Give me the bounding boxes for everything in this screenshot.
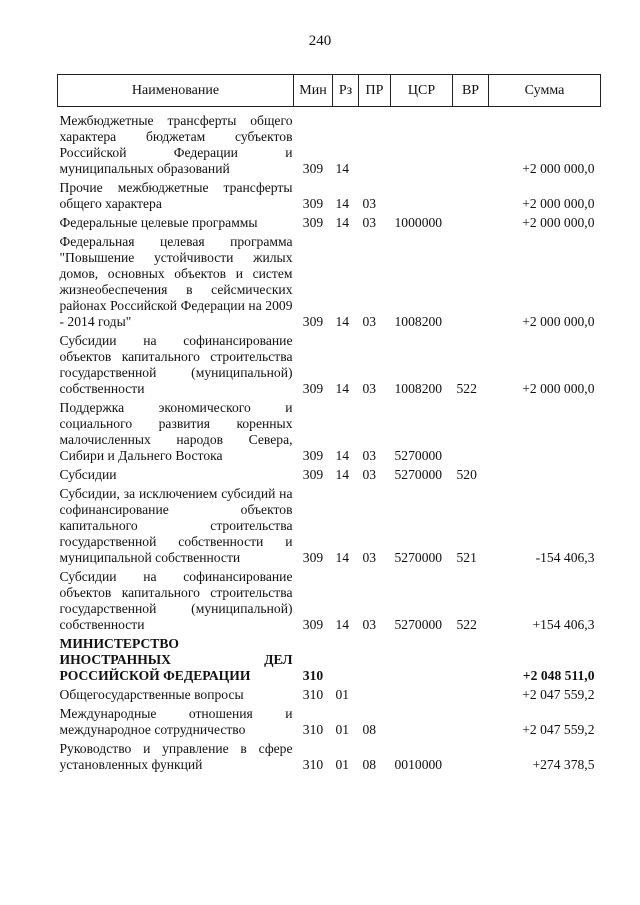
cell-name: Федеральная целевая программа "Повышение устойчивости жилых домов, основных объектов и систем жизнеобеспечения в сейсмических районах Российской Федерации на 2009 - 2014 годы": [59, 234, 293, 329]
cell-name: Межбюджетные трансферты общего характера бюджетам субъектов Российской Федерации и муниципальных образований: [59, 113, 293, 176]
header-rz: Рз: [333, 75, 359, 107]
table-row: [58, 107, 601, 181]
table-row: [58, 636, 601, 687]
cell-name: Международные отношения и международное сотрудничество: [59, 706, 293, 737]
cell-pr: 03: [362, 314, 377, 329]
cell-csr: 5270000: [394, 467, 443, 482]
cell-pr: 03: [362, 617, 377, 632]
cell-min: 309: [302, 617, 324, 632]
cell-pr: 03: [362, 381, 377, 396]
table-row: [58, 569, 601, 636]
table-header: [58, 75, 601, 107]
cell-csr: [391, 180, 453, 215]
cell-pr: 08: [362, 722, 377, 737]
cell-min: 310: [302, 757, 324, 772]
cell-rz: 01: [335, 722, 350, 737]
cell-rz: 14: [335, 314, 350, 329]
cell-vr: 521: [456, 550, 477, 565]
table-row: [58, 180, 601, 215]
cell-name: Прочие межбюджетные трансферты общего характера: [59, 180, 293, 211]
cell-sum: +2 047 559,2: [522, 687, 595, 702]
cell-min: 309: [302, 215, 324, 230]
cell-min: 309: [302, 196, 324, 211]
cell-vr: [453, 107, 489, 181]
cell-csr: 5270000: [394, 617, 443, 632]
table-body: [58, 107, 601, 777]
cell-name: Субсидии: [59, 467, 117, 482]
cell-sum: +2 048 511,0: [522, 668, 595, 683]
cell-sum: +2 000 000,0: [522, 381, 595, 396]
cell-vr: [453, 215, 489, 234]
cell-min: 309: [302, 550, 324, 565]
cell-csr: [391, 636, 453, 687]
table-row: [58, 400, 601, 467]
cell-pr: [359, 636, 391, 687]
cell-sum: +2 000 000,0: [522, 314, 595, 329]
cell-name: Руководство и управление в сфере установленных функций: [59, 741, 293, 772]
table-row: [58, 706, 601, 741]
budget-table: [57, 74, 601, 776]
table-row: [58, 741, 601, 776]
cell-csr: 1008200: [394, 381, 443, 396]
cell-name: Общегосударственные вопросы: [59, 687, 244, 702]
cell-vr: [453, 400, 489, 467]
table-row: [58, 467, 601, 486]
cell-pr: 08: [362, 757, 377, 772]
cell-csr: 0010000: [394, 757, 443, 772]
cell-vr: [453, 636, 489, 687]
cell-rz: 14: [335, 215, 350, 230]
cell-name: Субсидии на софинансирование объектов капитального строительства государственной (муниципальной) собственности: [59, 569, 293, 632]
cell-rz: 01: [335, 757, 350, 772]
cell-rz: [333, 636, 359, 687]
cell-csr: [391, 706, 453, 741]
cell-pr: 03: [362, 467, 377, 482]
cell-pr: 03: [362, 196, 377, 211]
cell-rz: 14: [335, 448, 350, 463]
cell-csr: [391, 107, 453, 181]
header-sum: Сумма: [489, 75, 601, 107]
cell-sum: [489, 400, 601, 467]
cell-rz: 01: [335, 687, 350, 702]
cell-csr: 5270000: [394, 448, 443, 463]
cell-pr: 03: [362, 448, 377, 463]
cell-name: Субсидии на софинансирование объектов капитального строительства государственной (муниципальной) собственности: [59, 333, 293, 396]
cell-sum: +2 000 000,0: [522, 161, 595, 176]
cell-name: Поддержка экономического и социального развития коренных малочисленных народов Севера, Сибири и Дальнего Востока: [59, 400, 293, 463]
cell-sum: +2 000 000,0: [522, 215, 595, 230]
cell-rz: 14: [335, 196, 350, 211]
table-row: [58, 333, 601, 400]
table-row: [58, 486, 601, 569]
cell-name: Федеральные целевые программы: [59, 215, 258, 230]
header-name: Наименование: [58, 75, 294, 107]
table-row: [58, 215, 601, 234]
cell-pr: [359, 687, 391, 706]
cell-sum: -154 406,3: [535, 550, 595, 565]
cell-vr: 520: [456, 467, 477, 482]
cell-vr: 522: [456, 381, 477, 396]
cell-min: 309: [302, 161, 324, 176]
cell-vr: 522: [456, 617, 477, 632]
cell-name: МИНИСТЕРСТВО ИНОСТРАННЫХ ДЕЛ РОССИЙСКОЙ ФЕДЕРАЦИИ: [59, 636, 293, 683]
cell-sum: +2 000 000,0: [522, 196, 595, 211]
page-number: 240: [308, 33, 332, 49]
cell-min: 310: [302, 687, 324, 702]
cell-csr: 5270000: [394, 550, 443, 565]
cell-vr: [453, 234, 489, 333]
cell-rz: 14: [335, 161, 350, 176]
cell-min: 310: [302, 722, 324, 737]
cell-vr: [453, 706, 489, 741]
cell-pr: [359, 107, 391, 181]
cell-min: 309: [302, 381, 324, 396]
cell-rz: 14: [335, 381, 350, 396]
cell-vr: [453, 741, 489, 776]
cell-rz: 14: [335, 617, 350, 632]
header-min: Мин: [294, 75, 333, 107]
header-vr: ВР: [453, 75, 489, 107]
cell-vr: [453, 687, 489, 706]
cell-csr: 1000000: [394, 215, 443, 230]
cell-min: 309: [302, 448, 324, 463]
cell-csr: [391, 687, 453, 706]
cell-pr: 03: [362, 215, 377, 230]
table-row: [58, 234, 601, 333]
cell-sum: +154 406,3: [532, 617, 595, 632]
cell-vr: [453, 180, 489, 215]
cell-pr: 03: [362, 550, 377, 565]
cell-min: 309: [302, 314, 324, 329]
cell-rz: 14: [335, 467, 350, 482]
cell-sum: +274 378,5: [532, 757, 595, 772]
cell-min: 310: [302, 668, 324, 683]
header-csr: ЦСР: [391, 75, 453, 107]
cell-sum: [489, 467, 601, 486]
cell-csr: 1008200: [394, 314, 443, 329]
cell-name: Субсидии, за исключением субсидий на софинансирование объектов капитального строительства государственной собственности и муниципальной собственности: [59, 486, 293, 565]
header-pr: ПР: [359, 75, 391, 107]
cell-rz: 14: [335, 550, 350, 565]
cell-sum: +2 047 559,2: [522, 722, 595, 737]
cell-min: 309: [302, 467, 324, 482]
table-row: [58, 687, 601, 706]
